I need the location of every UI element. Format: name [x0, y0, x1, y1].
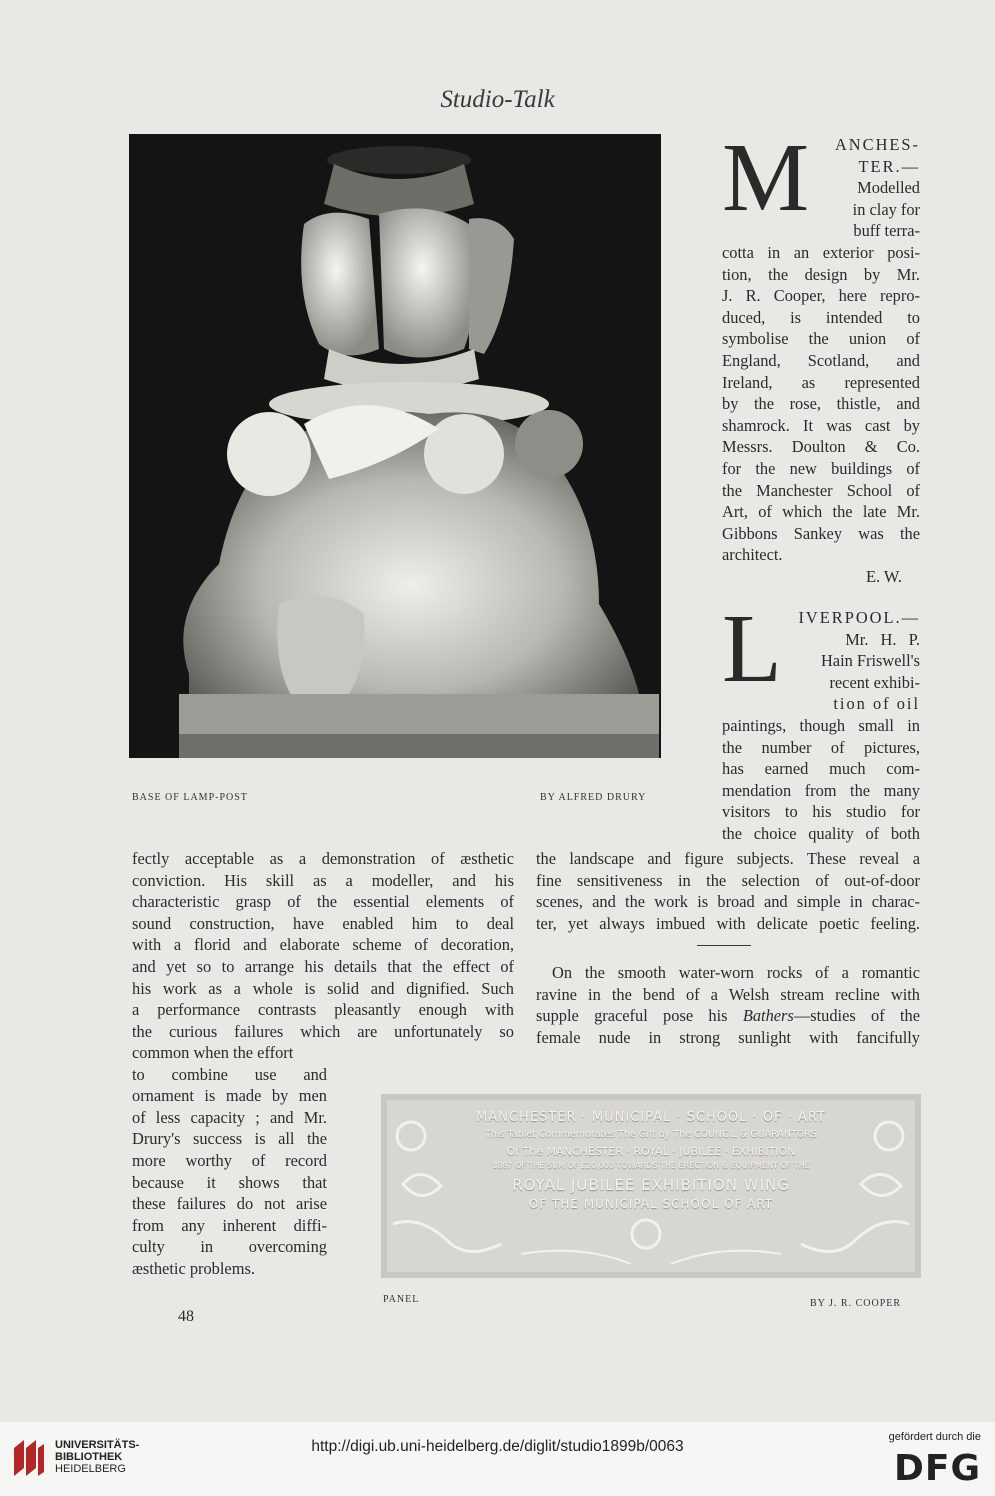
text-line: in clay for	[852, 199, 920, 219]
text-line: to combine use and	[132, 1064, 327, 1084]
text-fragment: supple graceful pose his	[536, 1006, 743, 1026]
commemorative-panel-photograph	[381, 1094, 921, 1278]
text-line: ornament is made by men	[132, 1086, 327, 1106]
text-line: Hain Friswell's	[820, 651, 920, 671]
bathers-paragraph	[536, 962, 920, 1048]
panel-inscription-line: MANCHESTER · MUNICIPAL · SCHOOL · OF · ART	[476, 1110, 826, 1125]
text-line: of less capacity ; and Mr.	[132, 1107, 327, 1127]
text-line: more worthy of record	[132, 1150, 327, 1170]
text-line: fine sensitiveness in the selection of out-of-door	[536, 870, 920, 890]
manchester-lead: ANCHES-TER.—	[834, 135, 920, 176]
left-column-wide	[132, 848, 514, 1042]
panel-inscription-line: ROYAL JUBILEE EXHIBITION WING	[512, 1176, 790, 1194]
liverpool-lead: IVERPOOL.—	[798, 608, 920, 627]
library-name-line: BIBLIOTHEK	[55, 1451, 123, 1463]
text-line: the Manchester School of	[722, 480, 920, 500]
text-line: mendation from the many	[722, 780, 920, 800]
text-line: his work as a whole is solid and dignified. Such	[132, 978, 514, 998]
lamp-post-photograph	[129, 134, 661, 758]
text-line: buff terra-	[853, 221, 920, 241]
panel-caption-credit: BY J. R. COOPER	[810, 1298, 902, 1309]
text-line: Art, of which the late Mr.	[722, 502, 920, 522]
text-line: tion of oil	[833, 694, 920, 714]
text-line: the landscape and figure subjects. These reveal a	[536, 849, 920, 868]
liverpool-section	[722, 595, 920, 845]
text-line: Messrs. Doulton & Co.	[722, 437, 920, 457]
library-name-line: UNIVERSITÄTS-	[55, 1439, 140, 1451]
text-line: Drury's success is all the	[132, 1129, 327, 1149]
dropcap-l: L	[722, 595, 782, 703]
text-line: because it shows that	[132, 1172, 327, 1192]
text-line: female nude in strong sunlight with fancifully	[536, 1027, 920, 1047]
text-line: Modelled	[857, 178, 920, 198]
text-line: for the new buildings of	[722, 458, 920, 478]
permalink-url[interactable]: http://digi.ub.uni-heidelberg.de/diglit/studio1899b/0063	[311, 1438, 684, 1455]
text-line: England, Scotland, and	[722, 350, 920, 370]
figure-caption-title: BASE OF LAMP-POST	[132, 792, 248, 803]
text-line: On the smooth water-worn rocks of a romantic	[552, 963, 920, 982]
text-line: from any inherent diffi-	[132, 1215, 327, 1235]
panel-inscription-line: Of The MANCHESTER · ROYAL · JUBILEE · EXHIBITION	[506, 1145, 796, 1158]
text-line: the choice quality of both	[722, 823, 920, 843]
text-line: tion, the design by Mr.	[722, 264, 920, 284]
text-line: conviction. His skill as a modeller, and his	[132, 870, 514, 890]
dfg-logo: DFG	[893, 1448, 981, 1489]
panel-caption-title: PANEL	[383, 1294, 420, 1305]
panel-inscription-line: This Tablet Commemorates The Gift by The COUNCIL & GUARANTORS	[485, 1129, 817, 1140]
text-line: Mr. H. P.	[845, 629, 920, 649]
text-line: architect.	[722, 545, 783, 565]
manchester-section	[722, 124, 920, 587]
text-line: J. R. Cooper, here repro-	[722, 286, 920, 306]
text-line: duced, is intended to	[722, 307, 920, 327]
text-line: has earned much com-	[722, 759, 920, 779]
panel-inscription-line: 1887 OF THE SUM OF £20,000 TOWARDS THE ERECTION & EQUIPMENT OF THE	[492, 1161, 810, 1170]
text-line: scenes, and the work is broad and simple in charac-	[536, 892, 920, 912]
dropcap-m: M	[722, 124, 810, 232]
liverpool-continuation	[536, 848, 920, 934]
text-line: these failures do not arise	[132, 1194, 327, 1214]
text-line: æsthetic problems.	[132, 1258, 255, 1278]
text-line: the curious failures which are unfortunately so	[132, 1021, 514, 1041]
library-name-line: HEIDELBERG	[55, 1463, 126, 1475]
text-line: Gibbons Sankey was the	[722, 523, 920, 543]
text-line: culty in overcoming	[132, 1237, 327, 1257]
lamp-post-sculpture-image	[129, 134, 661, 758]
text-line: ter, yet always imbued with delicate poetic feeling.	[536, 913, 920, 933]
text-line: and yet so to arrange his details that the effect of	[132, 956, 514, 976]
text-line: visitors to his studio for	[722, 802, 920, 822]
page-number: 48	[178, 1308, 194, 1325]
text-line: paintings, though small in	[722, 715, 920, 735]
signature: E. W.	[866, 566, 902, 586]
section-divider	[697, 945, 751, 946]
text-line: ravine in the bend of a Welsh stream recline with	[536, 984, 920, 1004]
text-line: with a florid and elaborate scheme of decoration,	[132, 935, 514, 955]
artwork-title: Bathers	[742, 1006, 794, 1026]
text-line: cotta in an exterior posi-	[722, 242, 920, 262]
panel-inscription-line: OF THE MUNICIPAL SCHOOL OF ART	[528, 1197, 774, 1211]
text-line	[536, 1005, 920, 1027]
text-line: sound construction, have enabled him to deal	[132, 913, 514, 933]
funding-note: gefördert durch die	[888, 1431, 981, 1443]
text-line: shamrock. It was cast by	[722, 415, 920, 435]
figure-caption-credit: BY ALFRED DRURY	[540, 792, 647, 803]
text-line: fectly acceptable as a demonstration of æsthetic	[132, 849, 514, 868]
text-line: recent exhibi-	[829, 672, 920, 692]
left-column-narrow	[132, 1042, 327, 1280]
text-fragment: —studies of the	[793, 1006, 920, 1026]
text-line: by the rose, thistle, and	[722, 394, 920, 414]
text-line: the number of pictures,	[722, 737, 920, 757]
text-line: a performance contrasts pleasantly enough with	[132, 1000, 514, 1020]
text-line: symbolise the union of	[722, 329, 920, 349]
digitization-footer	[0, 1422, 995, 1496]
text-line: characteristic grasp of the essential elements of	[132, 892, 514, 912]
running-title: Studio-Talk	[440, 86, 555, 113]
text-line: common when the effort	[132, 1043, 294, 1062]
text-line: Ireland, as represented	[722, 372, 920, 392]
